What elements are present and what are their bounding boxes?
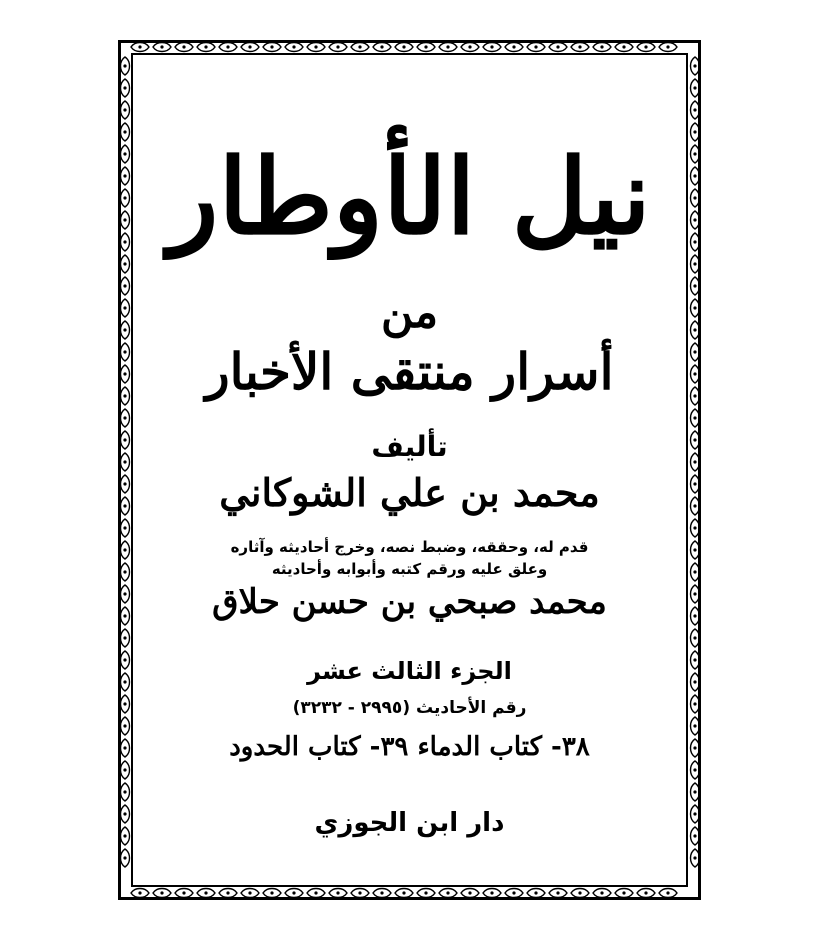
border-ornament-motif — [121, 365, 130, 383]
border-ornament-motif — [549, 889, 567, 898]
border-ornament-motif — [121, 167, 130, 185]
border-ornament-motif — [131, 43, 149, 52]
border-ornament-motif — [691, 453, 700, 471]
border-ornament-motif — [121, 827, 130, 845]
border-ornament-motif — [121, 673, 130, 691]
border-ornament-motif — [121, 519, 130, 537]
border-ornament-motif — [691, 123, 700, 141]
border-ornament-motif — [505, 889, 523, 898]
border-ornament-motif — [691, 343, 700, 361]
border-ornament-motif — [691, 519, 700, 537]
border-ornament-motif — [637, 43, 655, 52]
border-ornament-motif — [121, 497, 130, 515]
border-ornament-motif — [373, 43, 391, 52]
border-ornament-motif — [691, 277, 700, 295]
border-ornament-motif — [505, 43, 523, 52]
cover-page — [133, 55, 686, 885]
border-ornament-motif — [121, 79, 130, 97]
border-ornament-motif — [131, 889, 149, 898]
border-ornament-motif — [691, 409, 700, 427]
border-ornament-motif — [593, 889, 611, 898]
border-ornament-motif — [121, 717, 130, 735]
border-ornament-motif — [121, 343, 130, 361]
border-ornament-motif — [329, 889, 347, 898]
border-ornament-motif — [121, 189, 130, 207]
border-ornament-motif — [417, 889, 435, 898]
border-ornament-motif — [483, 889, 501, 898]
border-ornament-motif — [121, 695, 130, 713]
border-ornament-motif — [373, 889, 391, 898]
border-ornament-motif — [121, 761, 130, 779]
border-ornament-motif — [461, 889, 479, 898]
border-ornament-motif — [121, 541, 130, 559]
border-ornament-motif — [691, 497, 700, 515]
border-ornament-motif — [691, 387, 700, 405]
border-ornament-motif — [121, 277, 130, 295]
border-ornament-motif — [691, 79, 700, 97]
border-ornament-motif — [439, 889, 457, 898]
border-ornament-motif — [121, 145, 130, 163]
border-ornament-motif — [121, 607, 130, 625]
border-ornament-motif — [121, 233, 130, 251]
border-ornament-motif — [691, 827, 700, 845]
border-ornament-motif — [121, 123, 130, 141]
border-ornament-motif — [121, 211, 130, 229]
border-ornament-motif — [549, 43, 567, 52]
border-ornament-motif — [691, 431, 700, 449]
border-ornament-motif — [175, 889, 193, 898]
border-ornament-motif — [691, 145, 700, 163]
border-ornament-motif — [691, 849, 700, 867]
book-title: نيل الأوطار — [168, 135, 651, 258]
border-ornament-motif — [307, 43, 325, 52]
border-ornament-motif — [615, 43, 633, 52]
border-ornament-motif — [153, 889, 171, 898]
border-ornament-motif — [417, 43, 435, 52]
border-ornament-motif — [691, 783, 700, 801]
border-ornament-motif — [691, 629, 700, 647]
border-ornament-motif — [219, 43, 237, 52]
border-ornament-motif — [121, 101, 130, 119]
border-ornament-motif — [691, 695, 700, 713]
border-ornament-motif — [121, 651, 130, 669]
border-ornament-motif — [121, 739, 130, 757]
border-ornament-motif — [659, 43, 677, 52]
editor-note-line-2: وعلق عليه ورقم كتبه وأبوابه وأحاديثه — [271, 560, 548, 578]
border-ornament-motif — [121, 321, 130, 339]
book-subtitle: أسرار منتقى الأخبار — [205, 342, 614, 401]
border-ornament-motif — [285, 43, 303, 52]
border-ornament-motif — [121, 629, 130, 647]
border-ornament-motif — [527, 43, 545, 52]
border-ornament-motif — [121, 563, 130, 581]
border-ornament-motif — [219, 889, 237, 898]
border-ornament-motif — [197, 43, 215, 52]
border-ornament-motif — [121, 387, 130, 405]
border-ornament-motif — [691, 475, 700, 493]
border-ornament-motif — [395, 43, 413, 52]
border-ornament-motif — [691, 211, 700, 229]
border-ornament-motif — [461, 43, 479, 52]
border-ornament-motif — [571, 43, 589, 52]
border-ornament-motif — [121, 453, 130, 471]
border-ornament-motif — [691, 717, 700, 735]
border-ornament-motif — [175, 43, 193, 52]
hadith-range: رقم الأحاديث (٢٩٩٥ - ٣٢٣٢) — [292, 698, 527, 718]
border-ornament-motif — [691, 673, 700, 691]
border-ornament-motif — [659, 889, 677, 898]
border-ornament-motif — [691, 321, 700, 339]
title-connector: من — [380, 287, 439, 338]
border-ornament-motif — [121, 409, 130, 427]
border-ornament-motif — [153, 43, 171, 52]
border-ornament-motif — [691, 299, 700, 317]
editor-note-line-1: قدم له، وحققه، وضبط نصه، وخرج أحاديثه وآثاره — [230, 538, 589, 556]
border-ornament-motif — [637, 889, 655, 898]
border-ornament-motif — [571, 889, 589, 898]
volume-label: الجزء الثالث عشر — [307, 657, 512, 685]
border-ornament-motif — [691, 541, 700, 559]
border-ornament-motif — [691, 651, 700, 669]
border-ornament-motif — [307, 889, 325, 898]
border-ornament-motif — [121, 299, 130, 317]
border-ornament-motif — [395, 889, 413, 898]
border-ornament-motif — [121, 255, 130, 273]
chapters-list: ٣٨- كتاب الدماء ٣٩- كتاب الحدود — [229, 732, 590, 762]
border-ornament-motif — [263, 889, 281, 898]
border-ornament-motif — [351, 43, 369, 52]
border-ornament-motif — [329, 43, 347, 52]
border-ornament-motif — [691, 101, 700, 119]
author-prefix: تأليف — [371, 430, 448, 463]
border-ornament-motif — [439, 43, 457, 52]
border-ornament-motif — [121, 849, 130, 867]
border-ornament-motif — [691, 739, 700, 757]
border-ornament-motif — [691, 57, 700, 75]
border-ornament-motif — [121, 475, 130, 493]
border-ornament-motif — [121, 431, 130, 449]
border-ornament-motif — [285, 889, 303, 898]
border-ornament-motif — [121, 57, 130, 75]
border-ornament-motif — [691, 167, 700, 185]
border-ornament-motif — [263, 43, 281, 52]
border-ornament-motif — [241, 43, 259, 52]
author-name: محمد بن علي الشوكاني — [219, 470, 600, 515]
border-ornament-motif — [483, 43, 501, 52]
border-ornament-motif — [615, 889, 633, 898]
border-ornament-motif — [691, 761, 700, 779]
border-ornament-motif — [691, 233, 700, 251]
border-ornament-motif — [351, 889, 369, 898]
border-ornament-motif — [691, 365, 700, 383]
border-ornament-motif — [593, 43, 611, 52]
border-ornament-motif — [691, 255, 700, 273]
border-ornament-motif — [121, 805, 130, 823]
border-ornament-motif — [197, 889, 215, 898]
editor-name: محمد صبحي بن حسن حلاق — [212, 582, 607, 622]
border-ornament-motif — [691, 563, 700, 581]
border-ornament-motif — [241, 889, 259, 898]
border-ornament-motif — [121, 585, 130, 603]
publisher-name: دار ابن الجوزي — [314, 808, 505, 838]
border-ornament-motif — [691, 189, 700, 207]
border-ornament-motif — [691, 805, 700, 823]
border-ornament-motif — [691, 585, 700, 603]
border-ornament-motif — [527, 889, 545, 898]
border-ornament-motif — [121, 783, 130, 801]
border-ornament-motif — [691, 607, 700, 625]
